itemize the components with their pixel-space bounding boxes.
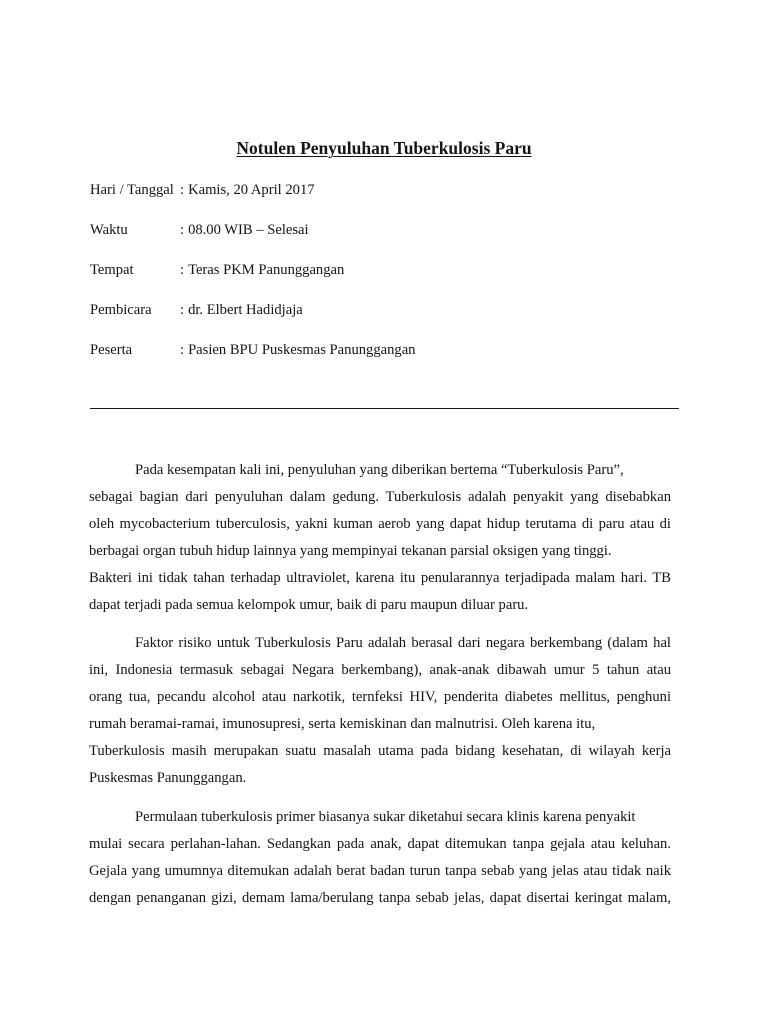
paragraph-line: ini, Indonesia termasuk sebagai Negara berkembang), anak-anak dibawah umur 5 tahun atau: [89, 662, 671, 678]
paragraph-line: Gejala yang umumnya ditemukan adalah berat badan turun tanpa sebab yang jelas atau tidak naik: [89, 863, 671, 879]
field-label: Peserta: [90, 342, 133, 358]
paragraph-line: dapat terjadi pada semua kelompok umur, baik di paru maupun diluar paru.: [89, 597, 529, 613]
field-speaker: [90, 300, 670, 320]
field-time: [90, 220, 670, 240]
field-date: [90, 180, 670, 200]
document-title: Notulen Penyuluhan Tuberkulosis Paru: [236, 138, 532, 158]
field-value: Kamis, 20 April 2017: [188, 182, 315, 198]
field-value: 08.00 WIB – Selesai: [188, 222, 309, 238]
paragraph-line: Pada kesempatan kali ini, penyuluhan yang diberikan bertema “Tuberkulosis Paru”,: [135, 462, 624, 478]
paragraph-line: Permulaan tuberkulosis primer biasanya sukar diketahui secara klinis karena penyakit: [135, 809, 636, 825]
field-participants: [90, 340, 670, 360]
paragraph-line: rumah beramai-ramai, imunosupresi, serta kemiskinan dan malnutrisi. Oleh karena itu,: [89, 716, 596, 732]
field-value-wrapper: [180, 300, 303, 320]
field-label: Pembicara: [90, 302, 152, 318]
field-value: Teras PKM Panunggangan: [188, 262, 345, 278]
field-value-wrapper: [180, 180, 315, 200]
field-separator: :: [180, 302, 185, 318]
field-value-wrapper: [180, 340, 415, 360]
paragraph-line: oleh mycobacterium tuberculosis, yakni kuman aerob yang dapat hidup terutama di paru atau di: [89, 516, 671, 532]
field-label: Hari / Tanggal: [90, 182, 174, 198]
field-separator: :: [180, 262, 185, 278]
paragraph-line: orang tua, pecandu alcohol atau narkotik, ternfeksi HIV, penderita diabetes mellitus, penghuni: [89, 689, 671, 705]
paragraph-line: Tuberkulosis masih merupakan suatu masalah utama pada bidang kesehatan, di wilayah kerja: [89, 743, 671, 759]
field-label: Waktu: [90, 222, 128, 238]
field-value: Pasien BPU Puskesmas Panunggangan: [188, 342, 416, 358]
field-value: dr. Elbert Hadidjaja: [188, 302, 303, 318]
paragraph-line: Puskesmas Panunggangan.: [89, 770, 247, 786]
paragraph-line: Bakteri ini tidak tahan terhadap ultraviolet, karena itu penularannya terjadipada malam hari. TB: [89, 570, 671, 586]
field-separator: :: [180, 182, 185, 198]
paragraph-line: Faktor risiko untuk Tuberkulosis Paru adalah berasal dari negara berkembang (dalam hal: [135, 635, 671, 651]
field-label: Tempat: [90, 262, 134, 278]
field-separator: :: [180, 222, 185, 238]
paragraph-line: mulai secara perlahan-lahan. Sedangkan pada anak, dapat ditemukan tanpa gejala atau keluhan.: [89, 836, 671, 852]
field-separator: :: [180, 342, 185, 358]
horizontal-rule: [90, 408, 679, 409]
paragraph-line: dengan penanganan gizi, demam lama/berulang tanpa sebab jelas, dapat disertai keringat malam,: [89, 890, 671, 906]
paragraph-line: sebagai bagian dari penyuluhan dalam gedung. Tuberkulosis adalah penyakit yang disebabkan: [89, 489, 671, 505]
field-value-wrapper: [180, 260, 344, 280]
field-value-wrapper: [180, 220, 309, 240]
paragraph-line: berbagai organ tubuh hidup lainnya yang mempinyai tekanan parsial oksigen yang tinggi.: [89, 543, 612, 559]
field-place: [90, 260, 670, 280]
